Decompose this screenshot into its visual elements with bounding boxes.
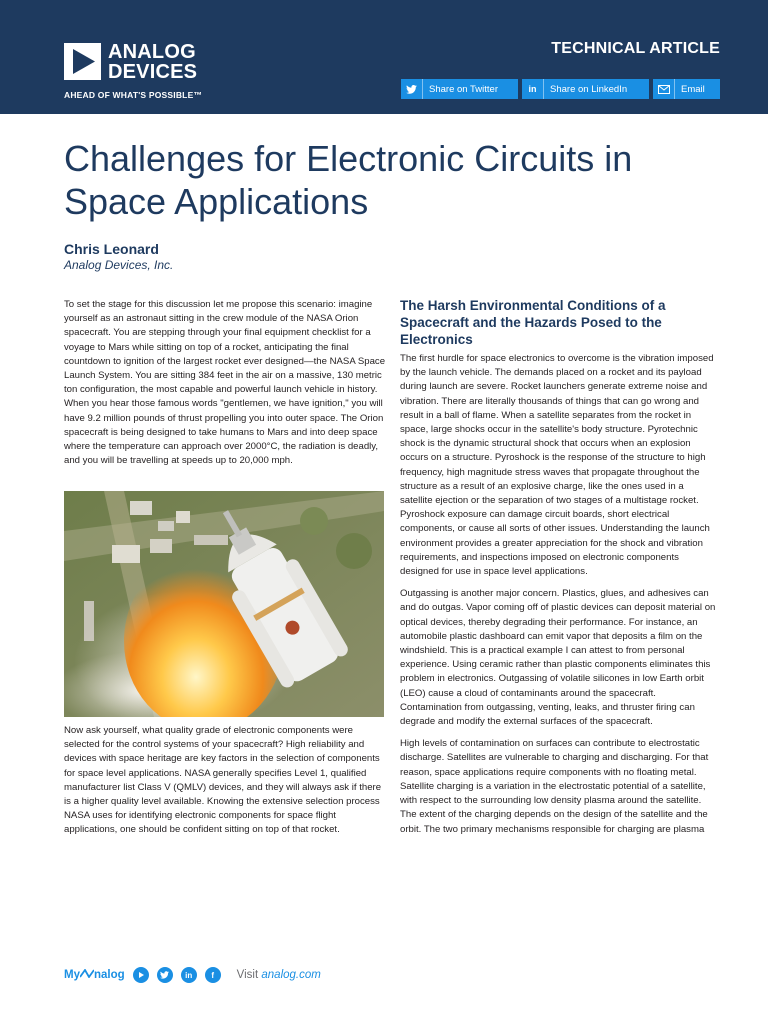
section-heading: The Harsh Environmental Conditions of a Spacecraft and the Hazards Posed to the Electronics bbox=[400, 298, 666, 347]
logo-wordmark bbox=[108, 42, 197, 82]
share-twitter-label: Share on Twitter bbox=[429, 83, 499, 95]
right-column bbox=[400, 352, 718, 845]
author-name: Chris Leonard bbox=[64, 241, 159, 257]
myanalog-logo[interactable] bbox=[64, 969, 125, 981]
intro-paragraph: To set the stage for this discussion let me propose this scenario: imagine yourself as an astronaut sitting in the crew module of the NASA Orion spacecraft. You are stepping through your final equipment checklist for a voyage to Mars while sitting on top of a rocket, anticipating the final countdown to ignition of the largest rocket ever designed—the NASA Space Launch System. You are sitting 384 feet in the air on a massive, 130 metric ton configuration, the most capable and powerful launch vehicle in history. When you hear those famous words "gentlemen, we have ignition," you will have 9.2 million pounds of thrust propelling you into outer space. The Orion spacecraft is being designed to take humans to Mars and into deep space where the temperature can approach over 2000°C, the radiation is deadly, and you will be travelling at speeds up to 20,000 mph. bbox=[64, 299, 386, 467]
myanalog-prefix: My bbox=[64, 969, 80, 981]
document-type-label: TECHNICAL ARTICLE bbox=[551, 40, 720, 57]
facebook-icon[interactable]: f bbox=[205, 967, 221, 983]
page-header bbox=[0, 0, 768, 114]
linkedin-icon: in bbox=[522, 79, 544, 99]
twitter-icon[interactable] bbox=[157, 967, 173, 983]
page-footer bbox=[64, 964, 321, 986]
logo-line-2: DEVICES bbox=[108, 61, 198, 83]
quality-paragraph: Now ask yourself, what quality grade of electronic components were selected for the control systems of your spacecraft? High reliability and devices with space heritage are key factors in the selection of components for space level applications. NASA generally specifies Level 1, qualified manufacturer list Class V (QMLV) devices, and they will always ask if there is a higher quality level available. Knowing the extensive selection process NASA uses for identifying electronic components for space flight applications, one should be confident sitting on top of that rocket. bbox=[64, 725, 382, 836]
share-linkedin-label: Share on LinkedIn bbox=[550, 83, 628, 95]
article-title: Challenges for Electronic Circuits in Space Applications bbox=[64, 138, 633, 222]
share-twitter-button[interactable] bbox=[401, 79, 518, 99]
twitter-icon bbox=[401, 79, 423, 99]
rocket-launch-illustration bbox=[64, 491, 384, 717]
youtube-icon[interactable] bbox=[133, 967, 149, 983]
logo-tagline: AHEAD OF WHAT'S POSSIBLE™ bbox=[64, 90, 203, 100]
contamination-paragraph: High levels of contamination on surfaces can contribute to electrostatic discharge. Satellites are vulnerable to charging and discharging. For that reason, space applications require components with no floating metal. Satellite charging is a variation in the electrostatic potential of a satellite, with respect to the surrounding low density plasma around the satellite. The extent of the charging depends on the design of the satellite and the orbit. The two primary mechanisms responsible for charging are plasma bbox=[400, 738, 709, 835]
logo-triangle-icon bbox=[64, 43, 101, 80]
share-email-label: Email bbox=[681, 83, 705, 95]
outgassing-paragraph: Outgassing is another major concern. Plastics, glues, and adhesives can and do outgas. Vapor coming off of plastic devices can deposit material on optical devices, thereby degrading their performance. For instance, an automobile plastic dashboard can emit vapor that deposits a film on the windshield. This is a practical example I can attest to from personal experience. Using ceramic rather than plastic components eliminates this problem in electronics. Outgassing of volatile silicones in low Earth orbit (LEO) cause a cloud of contaminants around the spacecraft. Contamination from outgassing, venting, leaks, and thruster firing can degrade and modify the external surfaces of the spacecraft. bbox=[400, 588, 716, 728]
share-bar bbox=[401, 79, 720, 99]
share-email-button[interactable] bbox=[653, 79, 720, 99]
visit-label: Visit bbox=[236, 969, 259, 981]
analog-site-link[interactable]: analog.com bbox=[261, 969, 321, 981]
vibration-paragraph: The first hurdle for space electronics to overcome is the vibration imposed by the launch vehicle. The demands placed on a rocket and its payload during launch are severe. Rocket launchers generate extreme noise and vibration. There are literally thousands of things that can go wrong and result in a ball of flame. When a satellite separates from the rocket in space, large shocks occur in the satellite's body structure. Pyrotechnic shock is the dynamic structural shock that occurs when an explosion occurs on a structure. Pyroshock is the response of the structure to high frequency, high magnitude stress waves that propagate throughout the structure as a result of an explosive charge, like the ones used in a satellite ejection or the separation of two stages of a multistage rocket. Pyroshock exposure can damage circuit boards, short electrical components, or cause all sorts of other issues. Understanding the launch environment provides a greater appreciation for the shock and vibration requirements, and inspections imposed on electronic components designed for use in space level applications. bbox=[400, 353, 714, 578]
linkedin-icon[interactable]: in bbox=[181, 967, 197, 983]
envelope-icon bbox=[653, 79, 675, 99]
share-linkedin-button[interactable] bbox=[522, 79, 649, 99]
myanalog-suffix: nalog bbox=[93, 969, 125, 981]
logo-line-1: ANALOG bbox=[108, 41, 196, 63]
author-affiliation: Analog Devices, Inc. bbox=[64, 258, 174, 272]
visit-site bbox=[237, 969, 321, 981]
